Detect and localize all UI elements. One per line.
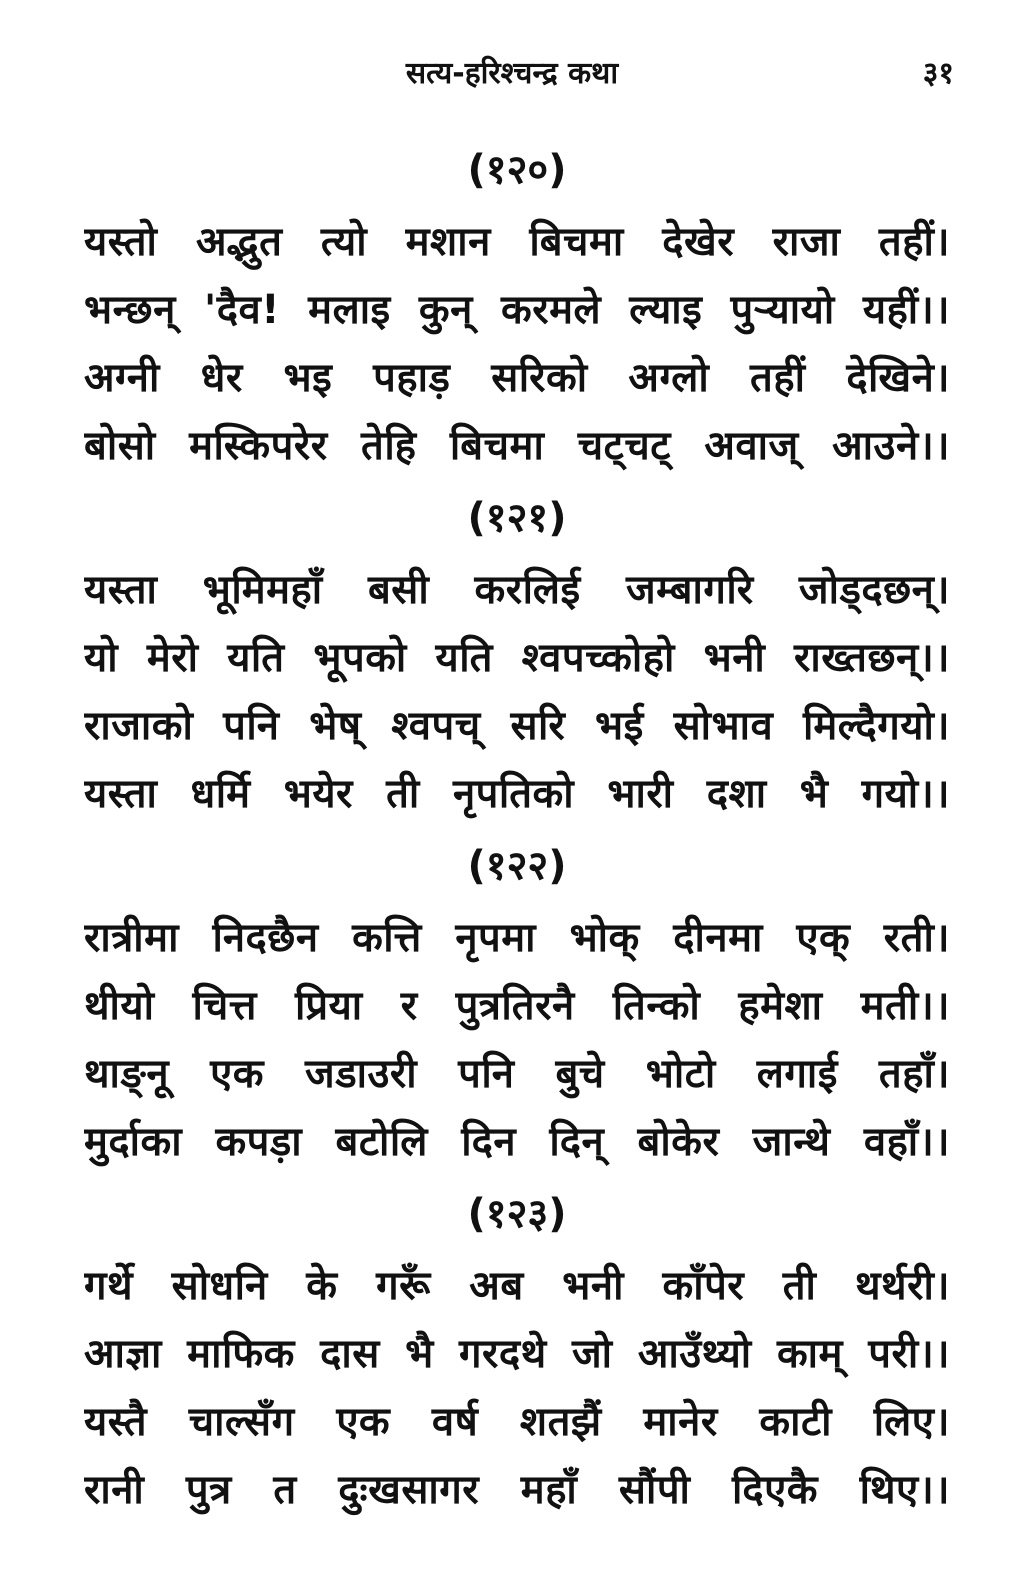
verse-line: थीयो चित्त प्रिया र पुत्रतिरनै तिन्को हमेशा मती।। (84, 983, 950, 1029)
verse-line: भन्छन् 'दैव! मलाइ कुन् करमले ल्याइ पुऱ्यायो यहीं।। (84, 287, 950, 333)
page-number: ३१ (922, 56, 954, 91)
stanza-number: (१२३) (467, 1191, 567, 1237)
stanza-number: (१२०) (467, 147, 567, 193)
verse-line: रानी पुत्र त दुःखसागर महाँ सौंपी दिएकै थिए।। (84, 1467, 950, 1513)
verse-body (84, 132, 950, 1524)
stanza-number: (१२१) (467, 495, 567, 541)
stanza-123 (84, 1176, 950, 1524)
stanza-120 (84, 132, 950, 480)
verse-line: यो मेरो यति भूपको यति श्वपच्कोहो भनी राख्तछन्।। (84, 635, 950, 681)
stanza-number: (१२२) (467, 843, 567, 889)
verse-line: अग्नी धेर भइ पहाड़ सरिको अग्लो तहीं देखिने। (84, 355, 950, 401)
verse-line: यस्तो अद्भुत त्यो मशान बिचमा देखेर राजा तहीं। (84, 219, 950, 265)
verse-line: मुर्दाका कपड़ा बटोलि दिन दिन् बोकेर जान्थे वहाँ।। (84, 1119, 950, 1165)
stanza-122 (84, 828, 950, 1176)
stanza-121 (84, 480, 950, 828)
verse-line: बोसो मस्किपरेर तेहि बिचमा चट्चट् अवाज् आउने।। (84, 423, 950, 469)
verse-line: रात्रीमा निदछैन कत्ति नृपमा भोक् दीनमा एक् रती। (84, 915, 950, 961)
verse-line: यस्ता भूमिमहाँ बसी करलिई जम्बागरि जोड्दछन्। (84, 567, 950, 613)
running-head-title: सत्य-हरिश्चन्द्र कथा (405, 56, 619, 91)
verse-line: आज्ञा माफिक दास भै गरदथे जो आउँथ्यो काम् परी।। (84, 1331, 950, 1377)
verse-line: गर्थे सोधनि के गरूँ अब भनी काँपेर ती थर्थरी। (84, 1263, 950, 1309)
verse-line: यस्तै चाल्सँग एक वर्ष शतझैं मानेर काटी लिए। (84, 1399, 950, 1445)
verse-line: थाङ्नू एक जडाउरी पनि बुचे भोटो लगाई तहाँ। (84, 1051, 950, 1097)
verse-line: यस्ता धर्मि भयेर ती नृपतिको भारी दशा भै गयो।। (84, 771, 950, 817)
verse-line: राजाको पनि भेष् श्वपच् सरि भई सोभाव मिल्दैगयो। (84, 703, 950, 749)
